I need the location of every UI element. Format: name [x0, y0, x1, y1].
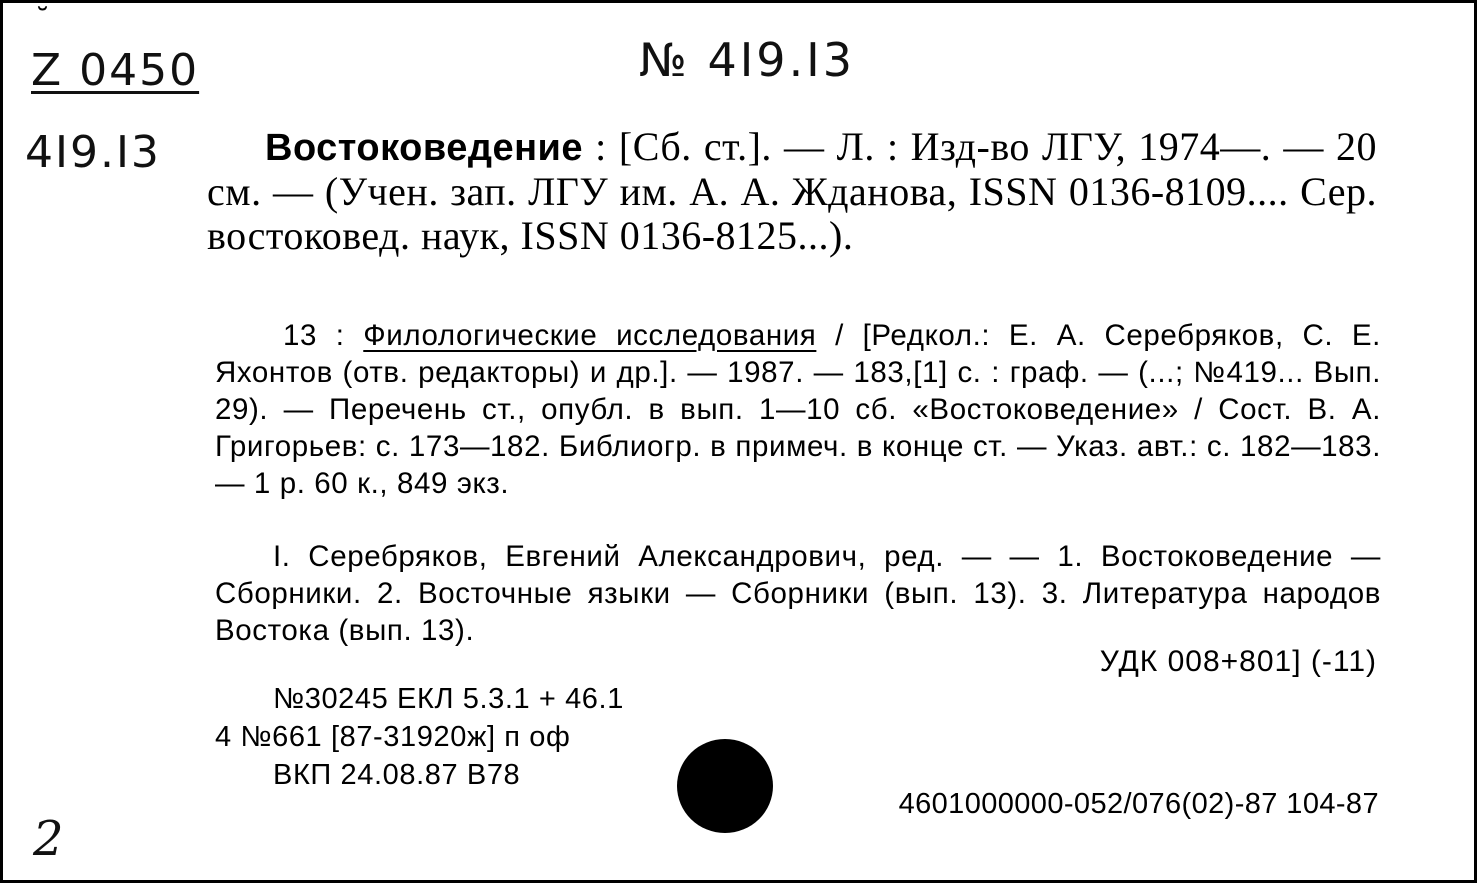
catalog-code-line: 4601000000-052/076(02)-87 104-87: [898, 788, 1379, 820]
volume-title: Филологические исследования: [363, 319, 817, 352]
subject-tracings: [215, 538, 1381, 649]
punch-hole: [677, 739, 773, 833]
volume-entry: [215, 317, 1381, 502]
imprint-line-3: ВКП 24.08.87 В78: [273, 759, 521, 791]
udk-classification: УДК 008+801] (-11): [1099, 645, 1377, 678]
entry-description: : [Сб. ст.]. — Л. : Изд-во ЛГУ, 1974—. — 20 см. — (Учен. зап. ЛГУ им. А. А. Жданова, ISSN 0136-8109.... Сер. востоковед. наук, ISSN 0136-8125...).: [207, 124, 1377, 258]
imprint-line-1: №30245 ЕКЛ 5.3.1 + 46.1: [273, 683, 624, 715]
entry-heading: Востоковедение: [265, 127, 584, 169]
imprint-line-2: 4 №661 [87-31920ж] п оф: [215, 721, 571, 753]
breve-mark: ˘: [35, 3, 50, 38]
copy-mark: 2: [33, 811, 64, 867]
accession-number: № 4I9.I3: [639, 33, 856, 87]
main-entry: [207, 125, 1377, 258]
shelf-mark-left: 4I9.I3: [25, 127, 161, 178]
volume-description: / [Редкол.: Е. А. Серебряков, С. Е. Яхонтов (отв. редакторы) и др.]. — 1987. — 183,[1] с. : граф. — (...; №419... Вып. 29). — Перечень ст., опубл. в вып. 1—10 сб. «Востоковедение» / Сост. В. А. Григорьев: с. 173—182. Библиогр. в примеч. в конце ст. — Указ. авт.: с. 182—183. — 1 р. 60 к., 849 экз.: [215, 319, 1381, 500]
subject-text: I. Серебряков, Евгений Александрович, ред. — — 1. Востоковедение — Сборники. 2. Восточные языки — Сборники (вып. 13). 3. Литература народов Востока (вып. 13).: [215, 540, 1381, 647]
volume-number: 13 :: [283, 319, 364, 352]
shelf-mark-top: Z 0450: [31, 45, 200, 96]
